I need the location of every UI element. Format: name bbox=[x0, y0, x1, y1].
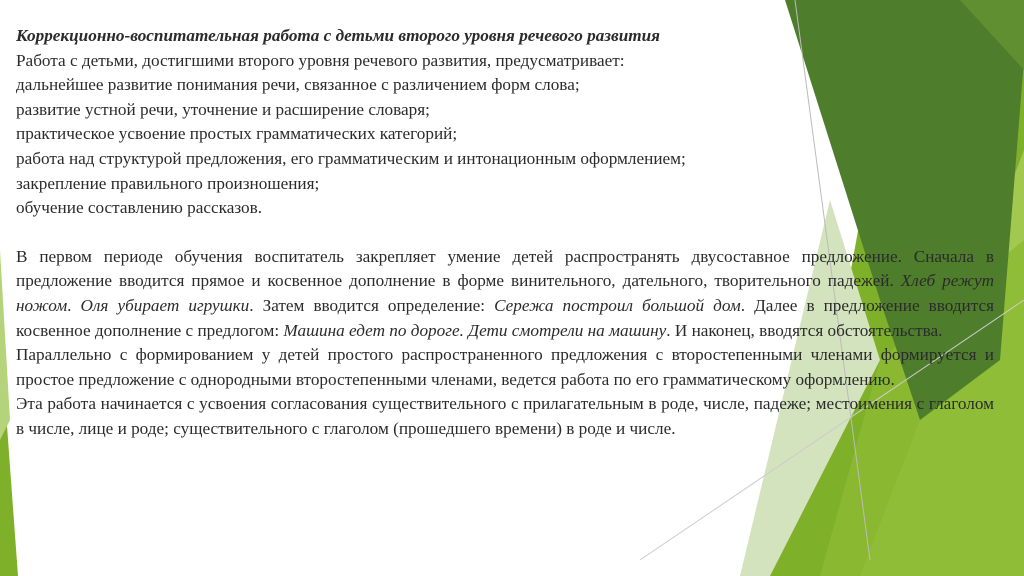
intro-text: Работа с детьми, достигшими второго уровня речевого развития, предусматривает: bbox=[16, 50, 625, 70]
paragraph-agreement: Эта работа начинается с усвоения согласования существительного с прилагательным в роде, числе, падеже; местоимения с глаголом в числе, лице и роде; существительного с глаголом (прошедшего времени) в роде и числе. bbox=[16, 394, 994, 438]
slide-title: Коррекционно-воспитательная работа с детьми второго уровня речевого развития bbox=[16, 26, 661, 45]
example: Машина едет по дороге. Дети смотрели на машину bbox=[283, 320, 667, 340]
list-item: обучение составлению рассказов. bbox=[16, 198, 263, 218]
list-item: практическое усвоение простых грамматических категорий; bbox=[16, 124, 458, 144]
list-item: закрепление правильного произношения; bbox=[16, 173, 320, 193]
list-item: развитие устной речи, уточнение и расширение словаря; bbox=[16, 99, 430, 119]
text: . Далее в предложение вводится косвенное дополнение с предлогом: bbox=[16, 295, 995, 340]
example: Оля убирает игрушки bbox=[80, 295, 250, 315]
paragraph-parallel: Параллельно с формированием у детей простого распространенного предложения с второстепенными членами формируется и простое предложение с однородными второстепенными членами, ведется работа по его грамматическому оформлению. bbox=[16, 345, 994, 389]
slide-text bbox=[16, 24, 994, 442]
bg-left-sliver-light bbox=[0, 250, 10, 440]
example: Сережа построил большой дом bbox=[494, 295, 741, 315]
text: В первом периоде обучения воспитатель закрепляет умение детей распространять двусоставное предложение. Сначала в предложение вводится прямое и косвенное дополнение в форме винительного, дательного, творительного падежей. bbox=[16, 246, 994, 291]
paragraph-first-period bbox=[16, 245, 994, 343]
example: Хлеб режут ножом bbox=[16, 271, 995, 315]
text: . И наконец, вводятся обстоятельства. bbox=[666, 320, 943, 340]
list-item: дальнейшее развитие понимания речи, связанное с различением форм слова; bbox=[16, 75, 580, 95]
list-item: работа над структурой предложения, его грамматическим и интонационным оформлением; bbox=[16, 148, 686, 168]
text: . bbox=[67, 295, 81, 315]
text: . Затем вводится определение: bbox=[249, 295, 495, 315]
